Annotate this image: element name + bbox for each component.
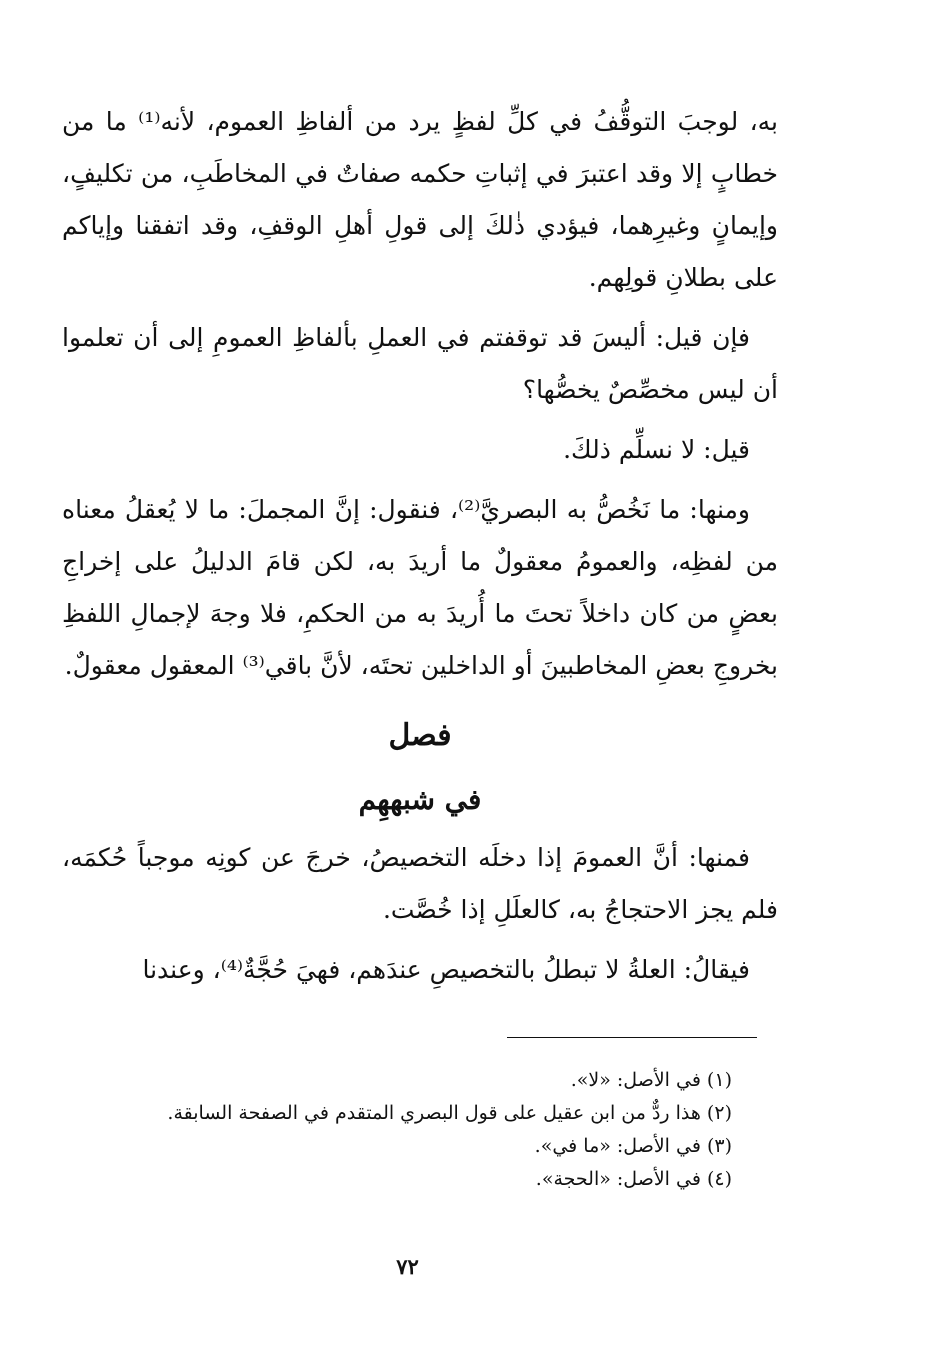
paragraph-6: فيقالُ: العلةُ لا تبطلُ بالتخصيصِ عندَهم، فهيَ حُجَّةٌ⁽⁴⁾، وعندنا xyxy=(142,955,750,984)
footnote-2: (٢) هذا ردٌّ من ابن عقيل على قول البصري المتقدم في الصفحة السابقة. xyxy=(167,1102,732,1124)
footnote-3: (٣) في الأصل: «ما في». xyxy=(534,1135,732,1157)
page-body xyxy=(62,96,778,996)
footnotes xyxy=(62,1064,778,1196)
paragraph-2: فإن قيل: أليسَ قد توقفتم في العملِ بألفاظِ العمومِ إلى أن تعلموا أن ليس مخصِّصٌ يخصُّها؟ xyxy=(62,323,778,404)
section-subheading: في شبههِم xyxy=(358,783,482,816)
paragraph-1: به، لوجبَ التوقُّفُ في كلِّ لفظٍ يرد من ألفاظِ العموم، لأنه⁽¹⁾ ما من خطابٍ إلا وقد اعتبرَ في إثباتِ حكمه صفاتٌ في المخاطَبِ، من تكليفٍ، وإيمانٍ وغيرِهما، فيؤدي ذٰلكَ إلى قولِ أهلِ الوقفِ، وقد اتفقنا وإياكم على بطلانِ قولِهم. xyxy=(62,107,779,292)
section-heading: فصل xyxy=(388,718,452,753)
footnote-divider xyxy=(507,1037,757,1038)
footnote-1: (١) في الأصل: «لا». xyxy=(570,1069,732,1091)
paragraph-3: قيل: لا نسلِّم ذلكَ. xyxy=(563,435,750,464)
page-number: ٧٢ xyxy=(396,1254,419,1279)
paragraph-5: فمنها: أنَّ العمومَ إذا دخلَه التخصيصُ، خرجَ عن كونِه موجباً حُكمَه، فلم يجز الاحتجاجُ به، كالعلَلِ إذا خُصَّت. xyxy=(62,843,778,924)
footnote-4: (٤) في الأصل: «الحجة». xyxy=(535,1168,732,1190)
paragraph-4: ومنها: ما نَخُصُّ به البصريَّ⁽²⁾، فنقول: إنَّ المجملَ: ما لا يُعقلُ معناه من لفظِه، والعمومُ معقولٌ ما أريدَ به، لكن قامَ الدليلُ على إخراجِ بعضٍ من كان داخلاً تحتَ ما أُريدَ به من الحكمِ، فلا وجهَ لإجمالِ اللفظِ بخروجِ بعضِ المخاطبينَ أو الداخلين تحتَه، لأنَّ باقي⁽³⁾ المعقول معقولٌ. xyxy=(62,495,778,680)
